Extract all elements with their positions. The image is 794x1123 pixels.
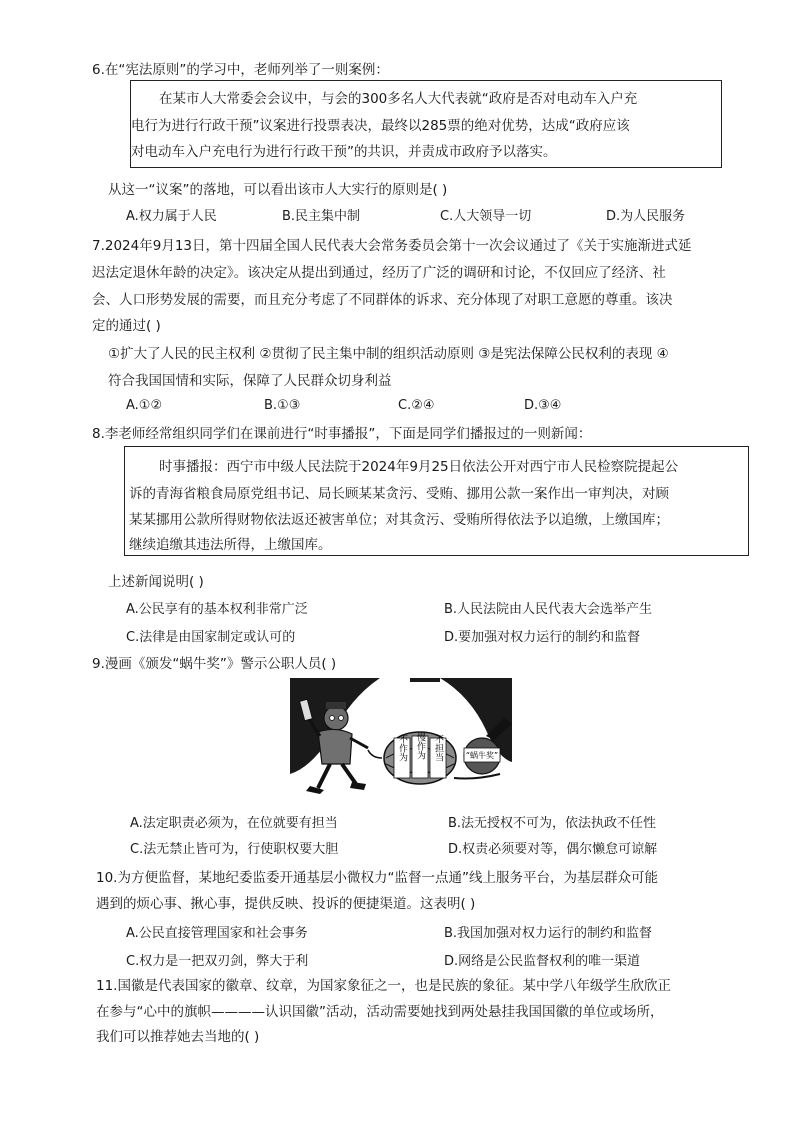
q10-line-1: 10.为方便监督，某地纪委监委开通基层小微权力“监督一点通”线上服务平台，为基层群众可能: [96, 870, 658, 886]
q7-line-3: 会、人口形势发展的需要，而且充分考虑了不同群体的诉求、充分体现了对职工意愿的尊重。该决: [92, 292, 673, 308]
snail-award-cartoon: [290, 678, 512, 800]
q7-option-a[interactable]: A.①②: [126, 398, 163, 413]
q10-option-a[interactable]: A.公民直接管理国家和社会事务: [126, 926, 308, 941]
q10-option-b[interactable]: B.我国加强对权力运行的制约和监督: [444, 926, 653, 941]
q7-statements-2: 符合我国国情和实际，保障了人民群众切身利益: [108, 373, 392, 389]
q8-news-box: [124, 446, 749, 556]
cartoon-label-not-act: 不作为: [397, 734, 407, 762]
q6-option-a[interactable]: A.权力属于人民: [126, 209, 217, 224]
q8-question: 上述新闻说明( ): [108, 574, 204, 590]
q7-option-b[interactable]: B.①③: [264, 398, 301, 413]
q10-line-2: 遇到的烦心事、揪心事，提供反映、投诉的便捷渠道。这表明( ): [96, 896, 476, 912]
q9-option-a[interactable]: A.法定职责必须为，在位就要有担当: [130, 816, 338, 831]
q9-option-c[interactable]: C.法无禁止皆可为，行使职权要大胆: [130, 842, 339, 857]
q9-option-b[interactable]: B.法无授权不可为，依法执政不任性: [448, 816, 657, 831]
cartoon-label-no-responsibility: 不担当: [433, 734, 443, 762]
q8-option-a[interactable]: A.公民享有的基本权利非常广泛: [126, 602, 308, 617]
snail-shell-sack: [384, 731, 456, 784]
q10-option-c[interactable]: C.权力是一把双刃剑，弊大于利: [126, 954, 309, 969]
q6-case-box: [130, 80, 722, 168]
q6-case-line-3: 对电动车入户充电行为进行行政干预”的共识，并责成市政府予以落实。: [131, 144, 557, 160]
q10-option-d[interactable]: D.网络是公民监督权利的唯一渠道: [444, 954, 641, 969]
q8-stem: 8.李老师经常组织同学们在课前进行“时事播报”，下面是同学们播报过的一则新闻：: [92, 426, 592, 442]
q9-option-d[interactable]: D.权责必须要对等，偶尔懒怠可谅解: [448, 842, 658, 857]
cartoon-label-snail-award: “蜗牛奖”: [465, 751, 499, 760]
q7-option-d[interactable]: D.③④: [524, 398, 562, 413]
q6-case-line-1: 在某市人大常委会会议中，与会的300多名人大代表就“政府是否对电动车入户充: [159, 91, 638, 107]
q7-option-c[interactable]: C.②④: [398, 398, 435, 413]
q7-line-1: 7.2024年9月13日，第十四届全国人民代表大会常务委员会第十一次会议通过了《关于实施渐进式延: [92, 238, 692, 254]
q11-line-3: 我们可以推荐她去当地的( ): [96, 1029, 260, 1045]
q9-stem: 9.漫画《颁发“蜗牛奖”》警示公职人员( ): [92, 656, 337, 672]
q11-line-2: 在参与“心中的旗帜————认识国徽”活动，活动需要她找到两处悬挂我国国徽的单位或场所，: [96, 1004, 664, 1020]
cartoon-label-slow-act: 慢作为: [415, 732, 425, 760]
q8-news-line-4: 继续追缴其违法所得，上缴国库。: [129, 537, 332, 553]
q11-line-1: 11.国徽是代表国家的徽章、纹章，为国家象征之一，也是民族的象征。某中学八年级学生欣欣正: [96, 978, 671, 994]
q6-case-line-2: 电行为进行行政干预”议案进行投票表决，最终以285票的绝对优势，达成“政府应该: [131, 118, 630, 134]
q7-statements-1: ①扩大了人民的民主权利 ②贯彻了民主集中制的组织活动原则 ③是宪法保障公民权利的表现 ④: [108, 346, 669, 362]
q8-news-line-3: 某某挪用公款所得财物依法返还被害单位；对其贪污、受贿所得依法予以追缴，上缴国库；: [129, 512, 669, 528]
q6-option-c[interactable]: C.人大领导一切: [440, 209, 532, 224]
q6-stem: 6.在“宪法原则”的学习中，老师列举了一则案例：: [92, 62, 389, 78]
q8-option-d[interactable]: D.要加强对权力运行的制约和监督: [444, 630, 641, 645]
q7-line-4: 定的通过( ): [92, 318, 161, 334]
q8-option-c[interactable]: C.法律是由国家制定或认可的: [126, 630, 296, 645]
q6-option-d[interactable]: D.为人民服务: [606, 209, 686, 224]
q8-news-line-1: 时事播报：西宁市中级人民法院于2024年9月25日依法公开对西宁市人民检察院提起公: [159, 459, 679, 475]
q8-news-line-2: 诉的青海省粮食局原党组书记、局长顾某某贪污、受贿、挪用公款一案作出一审判决，对顾: [129, 486, 669, 502]
q6-question: 从这一“议案”的落地，可以看出该市人大实行的原则是( ): [108, 182, 448, 198]
q7-line-2: 迟法定退休年龄的决定》。该决定从提出到通过，经历了广泛的调研和讨论，不仅回应了经济、社: [92, 265, 666, 281]
q6-option-b[interactable]: B.民主集中制: [282, 209, 361, 224]
q8-option-b[interactable]: B.人民法院由人民代表大会选举产生: [444, 602, 653, 617]
